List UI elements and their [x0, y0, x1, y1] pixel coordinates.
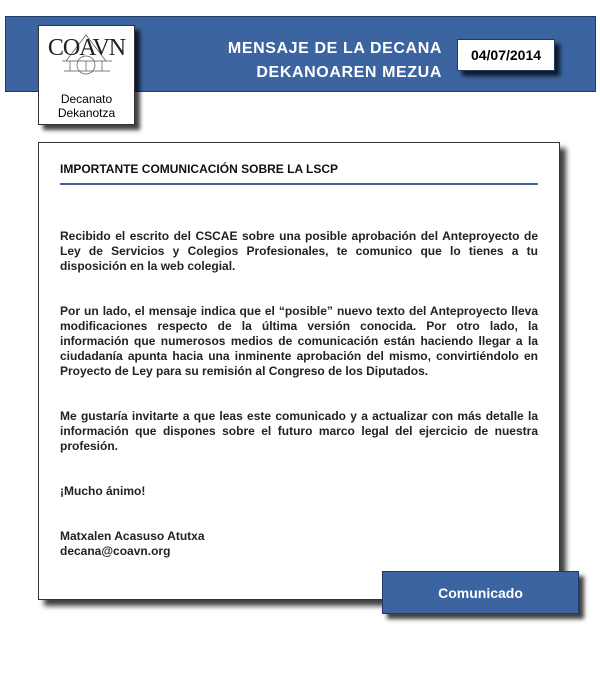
title-spanish: MENSAJE DE LA DECANA	[227, 40, 442, 57]
communique-tag: Comunicado	[382, 571, 579, 614]
logo-caption	[39, 92, 134, 120]
signature-email[interactable]: decana@coavn.org	[60, 544, 171, 558]
logo-caption-basque: Dekanotza	[57, 106, 116, 120]
letter-card	[38, 142, 560, 600]
closing-line: ¡Mucho ánimo!	[60, 484, 146, 498]
letter-body	[60, 229, 538, 559]
signature	[60, 529, 538, 559]
page-title	[228, 37, 442, 85]
date-badge: 04/07/2014	[457, 39, 555, 71]
logo-wordmark: COAVN	[47, 35, 126, 61]
logo-box	[38, 25, 135, 125]
signature-name: Matxalen Acasuso Atutxa	[60, 529, 205, 543]
letter-subject: IMPORTANTE COMUNICACIÓN SOBRE LA LSCP	[60, 162, 538, 185]
title-basque: DEKANOAREN MEZUA	[256, 64, 442, 81]
paragraph: Me gustaría invitarte a que leas este comunicado y a actualizar con más detalle la información que dispones sobre el futuro marco legal del ejercicio de nuestra profesión.	[60, 409, 538, 453]
logo-caption-spanish: Decanato	[60, 92, 113, 106]
paragraph: Por un lado, el mensaje indica que el “posible” nuevo texto del Anteproyecto lleva modificaciones respecto de la última versión conocida. Por otro lado, la información que numerosos medios de comunicación están haciendo llegar a la ciudadanía apunta hacia una inminente aprobación del mismo, convirtiéndolo en Proyecto de Ley para su remisión al Congreso de los Diputados.	[60, 304, 538, 378]
paragraph: Recibido el escrito del CSCAE sobre una posible aprobación del Anteproyecto de Ley de Servicios y Colegios Profesionales, te comunico que lo tienes a tu disposición en la web colegial.	[60, 229, 538, 273]
coavn-logo	[40, 27, 133, 85]
